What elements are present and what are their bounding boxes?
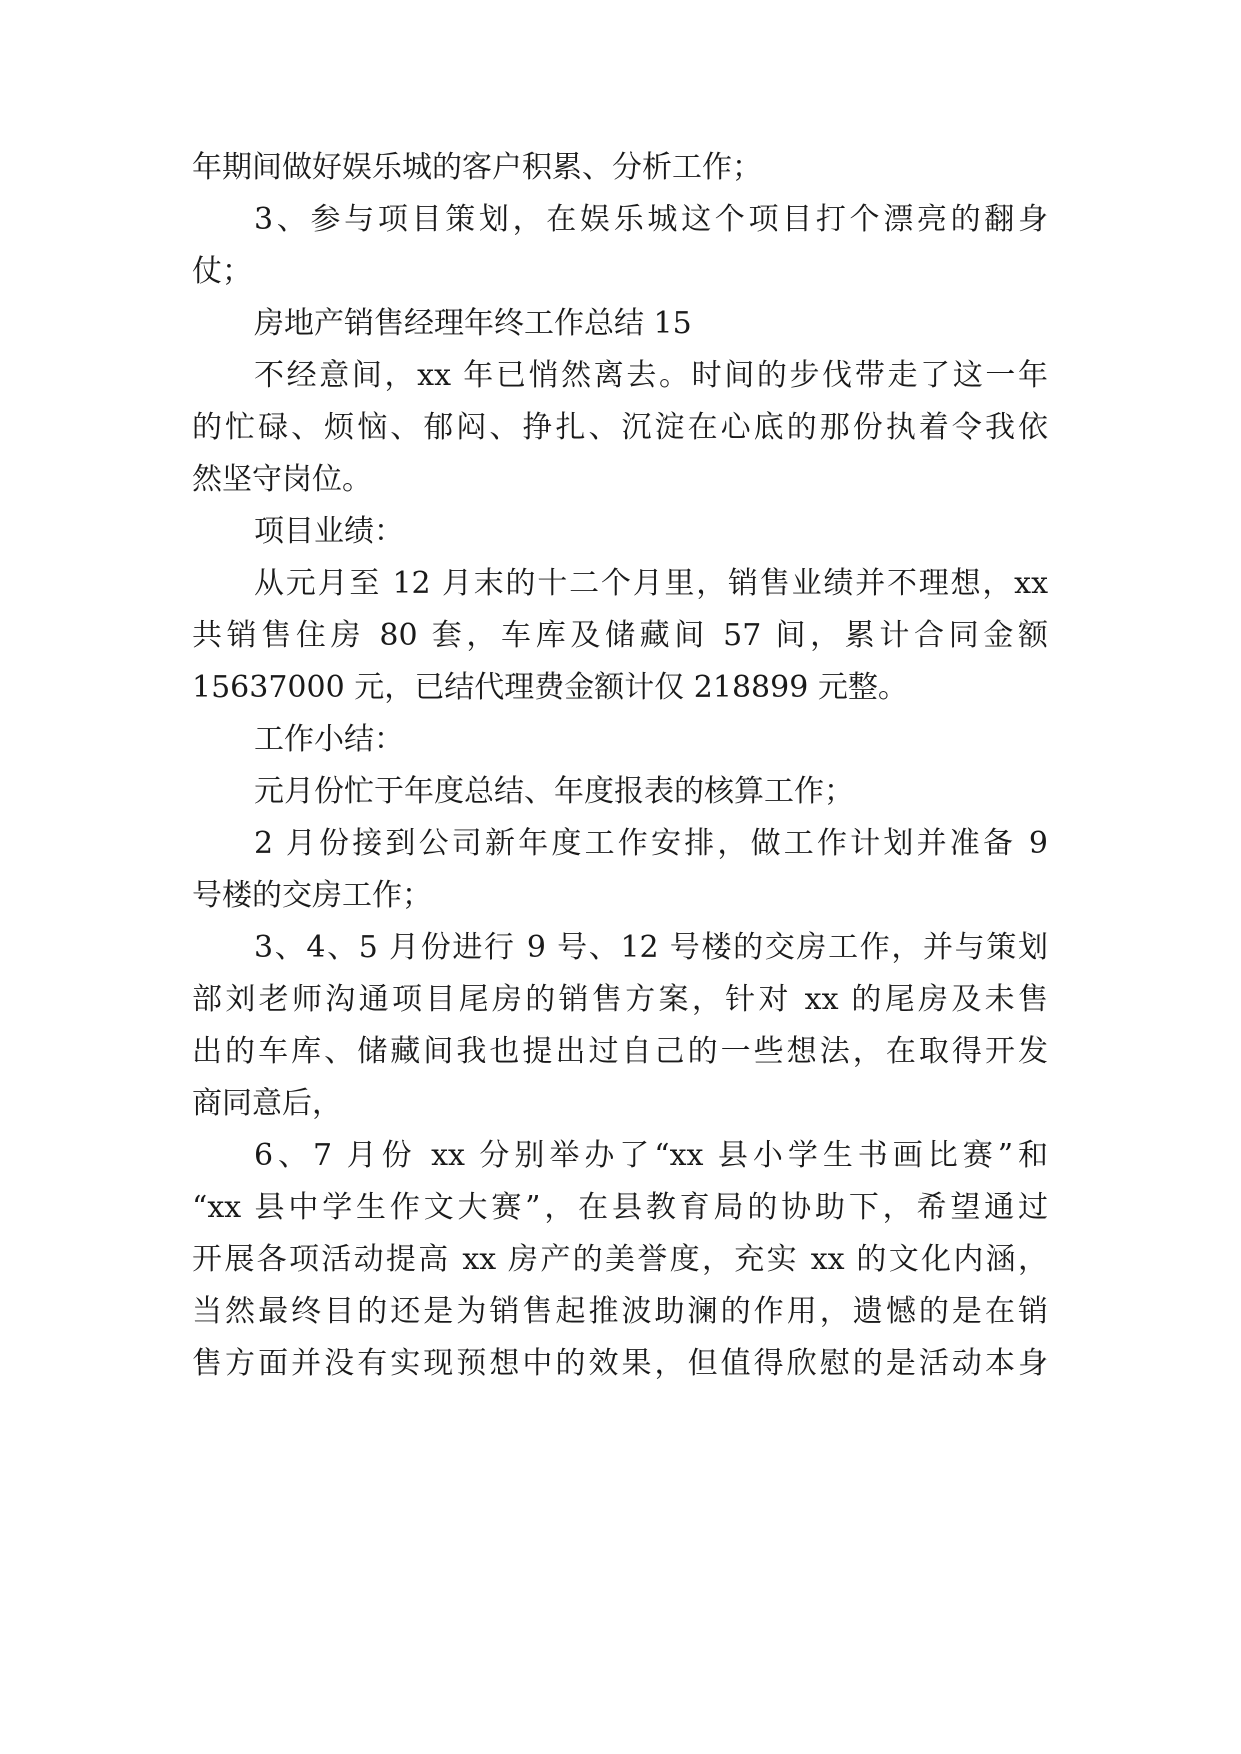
text-line: 开展各项活动提高 xx 房产的美誉度，充实 xx 的文化内涵， — [192, 1242, 1048, 1277]
text-line: 元月份忙于年度总结、年度报表的核算工作； — [254, 774, 854, 809]
text-line: 不经意间，xx 年已悄然离去。时间的步伐带走了这一年 — [254, 358, 1048, 393]
text-line: 15637000 元，已结代理费金额计仅 218899 元整。 — [192, 670, 908, 705]
text-line: 6、7 月份 xx 分别举办了“xx 县小学生书画比赛”和 — [254, 1138, 1048, 1173]
subsection-heading: 工作小结： — [254, 722, 404, 757]
subsection-heading: 项目业绩： — [254, 514, 404, 549]
text-line: 3、4、5 月份进行 9 号、12 号楼的交房工作，并与策划 — [254, 930, 1048, 965]
text-line: 共销售住房 80 套，车库及储藏间 57 间，累计合同金额 — [192, 618, 1048, 653]
section-heading: 房地产销售经理年终工作总结 15 — [254, 306, 692, 341]
text-line: 2 月份接到公司新年度工作安排，做工作计划并准备 9 — [254, 826, 1048, 861]
text-line: 号楼的交房工作； — [192, 878, 432, 913]
text-line: 的忙碌、烦恼、郁闷、挣扎、沉淀在心底的那份执着令我依 — [192, 410, 1048, 445]
text-line: 售方面并没有实现预想中的效果，但值得欣慰的是活动本身 — [192, 1346, 1048, 1381]
text-line: 仗； — [192, 254, 252, 289]
text-line: 3、参与项目策划，在娱乐城这个项目打个漂亮的翻身 — [254, 202, 1048, 237]
text-line: 然坚守岗位。 — [192, 462, 372, 497]
text-line: 出的车库、储藏间我也提出过自己的一些想法，在取得开发 — [192, 1034, 1048, 1069]
text-line: 年期间做好娱乐城的客户积累、分析工作； — [192, 150, 762, 185]
text-line: 从元月至 12 月末的十二个月里，销售业绩并不理想，xx — [254, 566, 1048, 601]
text-line: 当然最终目的还是为销售起推波助澜的作用，遗憾的是在销 — [192, 1294, 1048, 1329]
text-line: 部刘老师沟通项目尾房的销售方案，针对 xx 的尾房及未售 — [192, 982, 1048, 1017]
text-line: 商同意后， — [192, 1086, 342, 1121]
text-line: “xx 县中学生作文大赛”，在县教育局的协助下，希望通过 — [192, 1190, 1048, 1225]
